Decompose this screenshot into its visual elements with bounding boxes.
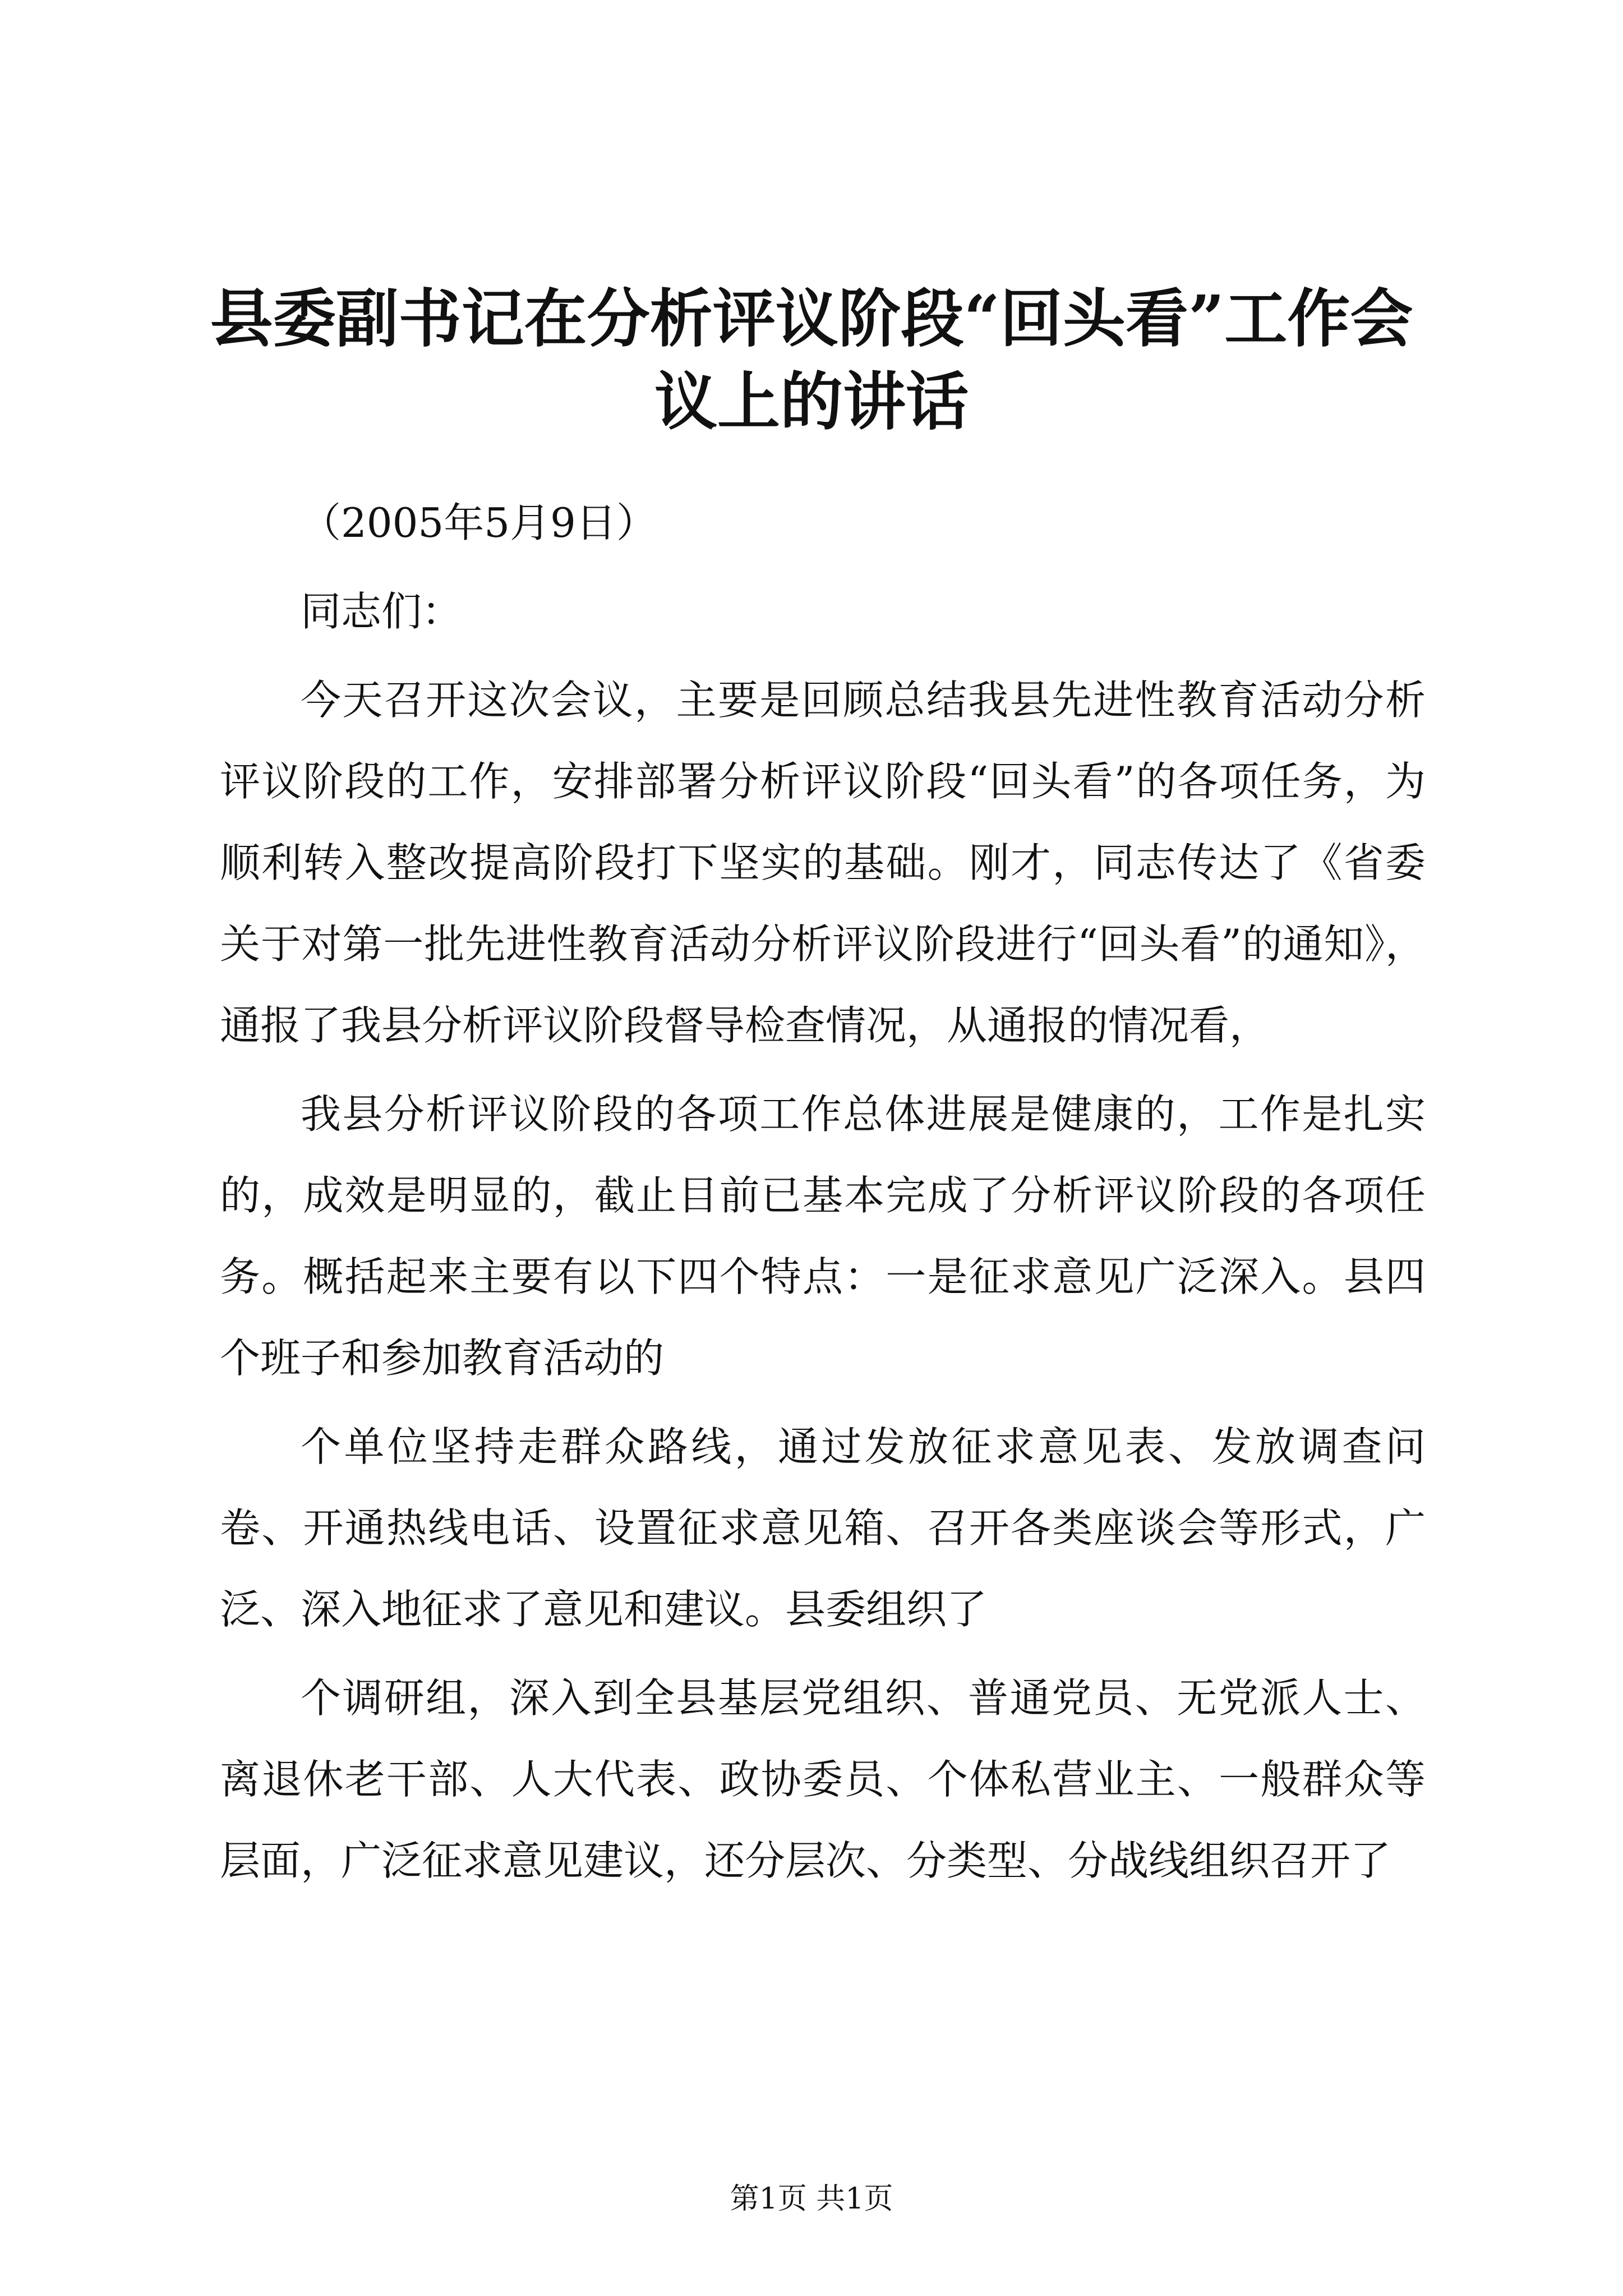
salutation: 同志们： <box>301 588 463 635</box>
date-line: （2005年5月9日） <box>301 499 657 546</box>
document-title: 县委副书记在分析评议阶段“回头看”工作会议上的讲话 <box>210 282 1413 439</box>
paragraph: 个调研组，深入到全县基层党组织、普通党员、无党派人士、离退休老干部、人大代表、政协委员、个体私营业主、一般群众等层面，广泛征求意见建议，还分层次、分类型、分战线组织召开了 <box>220 1674 1426 1884</box>
document-body <box>220 482 1426 1909</box>
paragraph: 个单位坚持走群众路线，通过发放征求意见表、发放调查问卷、开通热线电话、设置征求意见箱、召开各类座谈会等形式，广泛、深入地征求了意见和建议。县委组织了 <box>220 1423 1426 1633</box>
paragraph: 我县分析评议阶段的各项工作总体进展是健康的，工作是扎实的，成效是明显的，截止目前已基本完成了分析评议阶段的各项任务。概括起来主要有以下四个特点：一是征求意见广泛深入。县四个班子和参加教育活动的 <box>220 1091 1426 1382</box>
paragraph: 今天召开这次会议，主要是回顾总结我县先进性教育活动分析评议阶段的工作，安排部署分析评议阶段“回头看”的各项任务，为顺利转入整改提高阶段打下坚实的基础。刚才，同志传达了《省委关于对第一批先进性教育活动分析评议阶段进行“回头看”的通知》，通报了我县分析评议阶段督导检查情况，从通报的情况看， <box>220 677 1426 1049</box>
page-number-footer: 第1页 共1页 <box>730 2182 893 2216</box>
